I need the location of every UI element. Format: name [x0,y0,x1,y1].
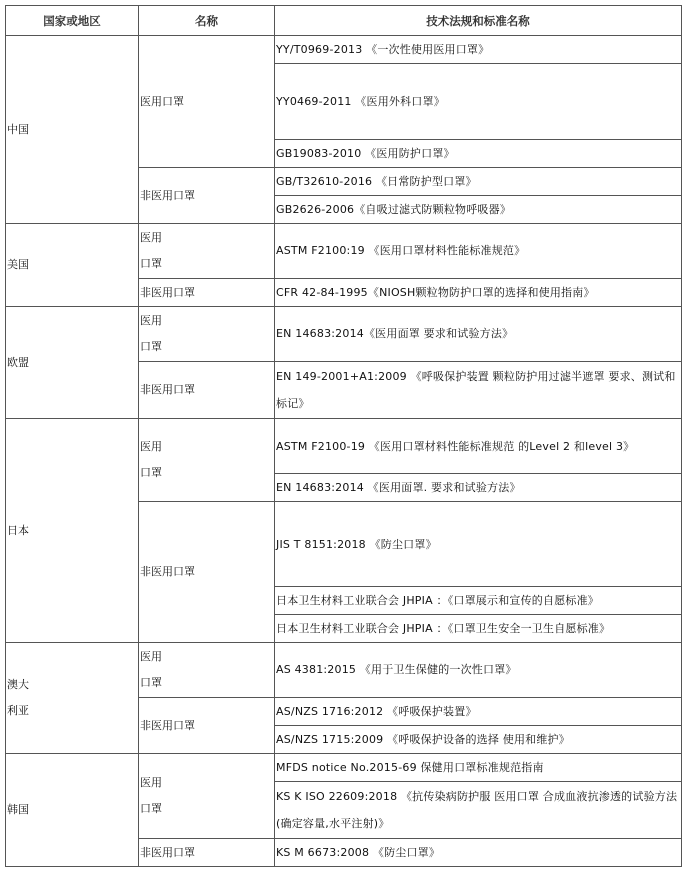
name-cell-medical: 医用口罩 [139,36,275,168]
header-name: 名称 [139,6,275,36]
name-cell-medical [139,754,275,839]
name-line: 口罩 [140,676,162,689]
standard-cell: EN 14683:2014 《医用面罩. 要求和试验方法》 [275,474,682,502]
name-line: 医用 [140,776,162,789]
standard-cell: MFDS notice No.2015-69 保健用口罩标准规范指南 [275,754,682,782]
region-cell-eu: 欧盟 [6,307,139,419]
standard-cell: AS/NZS 1716:2012 《呼吸保护装置》 [275,698,682,726]
name-cell-non-medical: 非医用口罩 [139,839,275,867]
region-cell-usa: 美国 [6,224,139,307]
name-line: 口罩 [140,257,162,270]
region-cell-australia [6,643,139,754]
name-cell-non-medical: 非医用口罩 [139,502,275,643]
name-line: 口罩 [140,466,162,479]
name-cell-non-medical: 非医用口罩 [139,362,275,419]
standard-cell: JIS T 8151:2018 《防尘口罩》 [275,502,682,587]
name-cell-medical [139,224,275,279]
standard-cell: AS 4381:2015 《用于卫生保健的一次性口罩》 [275,643,682,698]
name-cell-medical [139,419,275,502]
standard-cell: EN 14683:2014《医用面罩 要求和试验方法》 [275,307,682,362]
standard-cell: 日本卫生材料工业联合会 JHPIA ：《口罩卫生安全一卫生自愿标准》 [275,615,682,643]
standards-table [5,5,682,867]
name-line: 医用 [140,650,162,663]
name-cell-medical [139,643,275,698]
region-cell-china: 中国 [6,36,139,224]
name-line: 医用 [140,231,162,244]
table-row [6,307,682,362]
region-line: 澳大 [7,678,29,691]
name-cell-non-medical: 非医用口罩 [139,698,275,754]
region-line: 利亚 [7,704,29,717]
region-cell-japan: 日本 [6,419,139,643]
header-standard: 技术法规和标准名称 [275,6,682,36]
standard-cell: CFR 42-84-1995《NIOSH颗粒物防护口罩的选择和使用指南》 [275,279,682,307]
standard-cell: ASTM F2100-19 《医用口罩材料性能标准规范 的Level 2 和level 3》 [275,419,682,474]
standard-cell: YY0469-2011 《医用外科口罩》 [275,64,682,140]
name-cell-medical [139,307,275,362]
standard-cell: 日本卫生材料工业联合会 JHPIA ：《口罩展示和宣传的自愿标准》 [275,587,682,615]
table-row [6,224,682,279]
table-row [6,754,682,782]
name-line: 口罩 [140,340,162,353]
name-line: 医用 [140,314,162,327]
region-cell-korea: 韩国 [6,754,139,867]
standard-cell: EN 149-2001+A1:2009 《呼吸保护装置 颗粒防护用过滤半遮罩 要求、测试和标记》 [275,362,682,419]
table-row [6,36,682,64]
standard-cell: GB2626-2006《自吸过滤式防颗粒物呼吸器》 [275,196,682,224]
standard-cell: YY/T0969-2013 《一次性使用医用口罩》 [275,36,682,64]
name-cell-non-medical: 非医用口罩 [139,168,275,224]
name-line: 医用 [140,440,162,453]
standard-cell: GB/T32610-2016 《日常防护型口罩》 [275,168,682,196]
name-cell-non-medical: 非医用口罩 [139,279,275,307]
standard-cell: AS/NZS 1715:2009 《呼吸保护设备的选择 使用和维护》 [275,726,682,754]
table-row [6,419,682,474]
header-row [6,6,682,36]
standard-cell: KS K ISO 22609:2018 《抗传染病防护服 医用口罩 合成血液抗渗透的试验方法(确定容量,水平注射)》 [275,782,682,839]
standard-cell: ASTM F2100:19 《医用口罩材料性能标准规范》 [275,224,682,279]
standard-cell: KS M 6673:2008 《防尘口罩》 [275,839,682,867]
standard-cell: GB19083-2010 《医用防护口罩》 [275,140,682,168]
table-row [6,643,682,698]
header-region: 国家或地区 [6,6,139,36]
name-line: 口罩 [140,802,162,815]
